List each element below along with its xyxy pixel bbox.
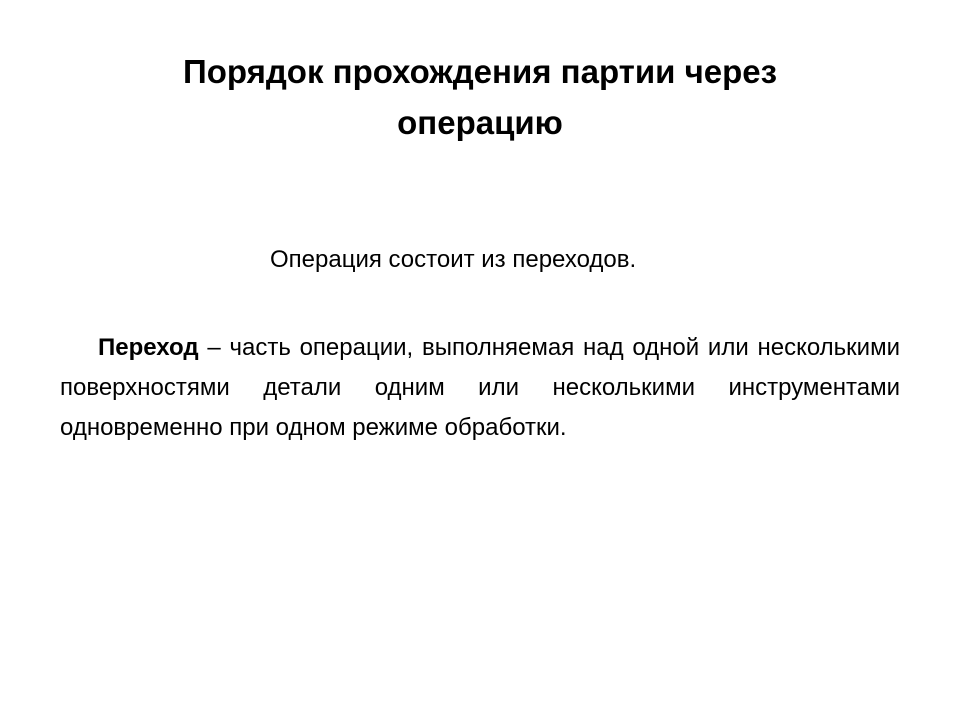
definition-paragraph [60, 328, 900, 448]
definition-text: – часть операции, выполняемая над одной или несколькими поверхностями детали одним или несколькими инструментами одновременно при одном режиме обработки. [60, 334, 900, 441]
definition-term: Переход [98, 334, 199, 361]
intro-sentence: Операция состоит из переходов. [270, 246, 637, 273]
slide-title: Порядок прохождения партии через операцию [183, 53, 777, 141]
